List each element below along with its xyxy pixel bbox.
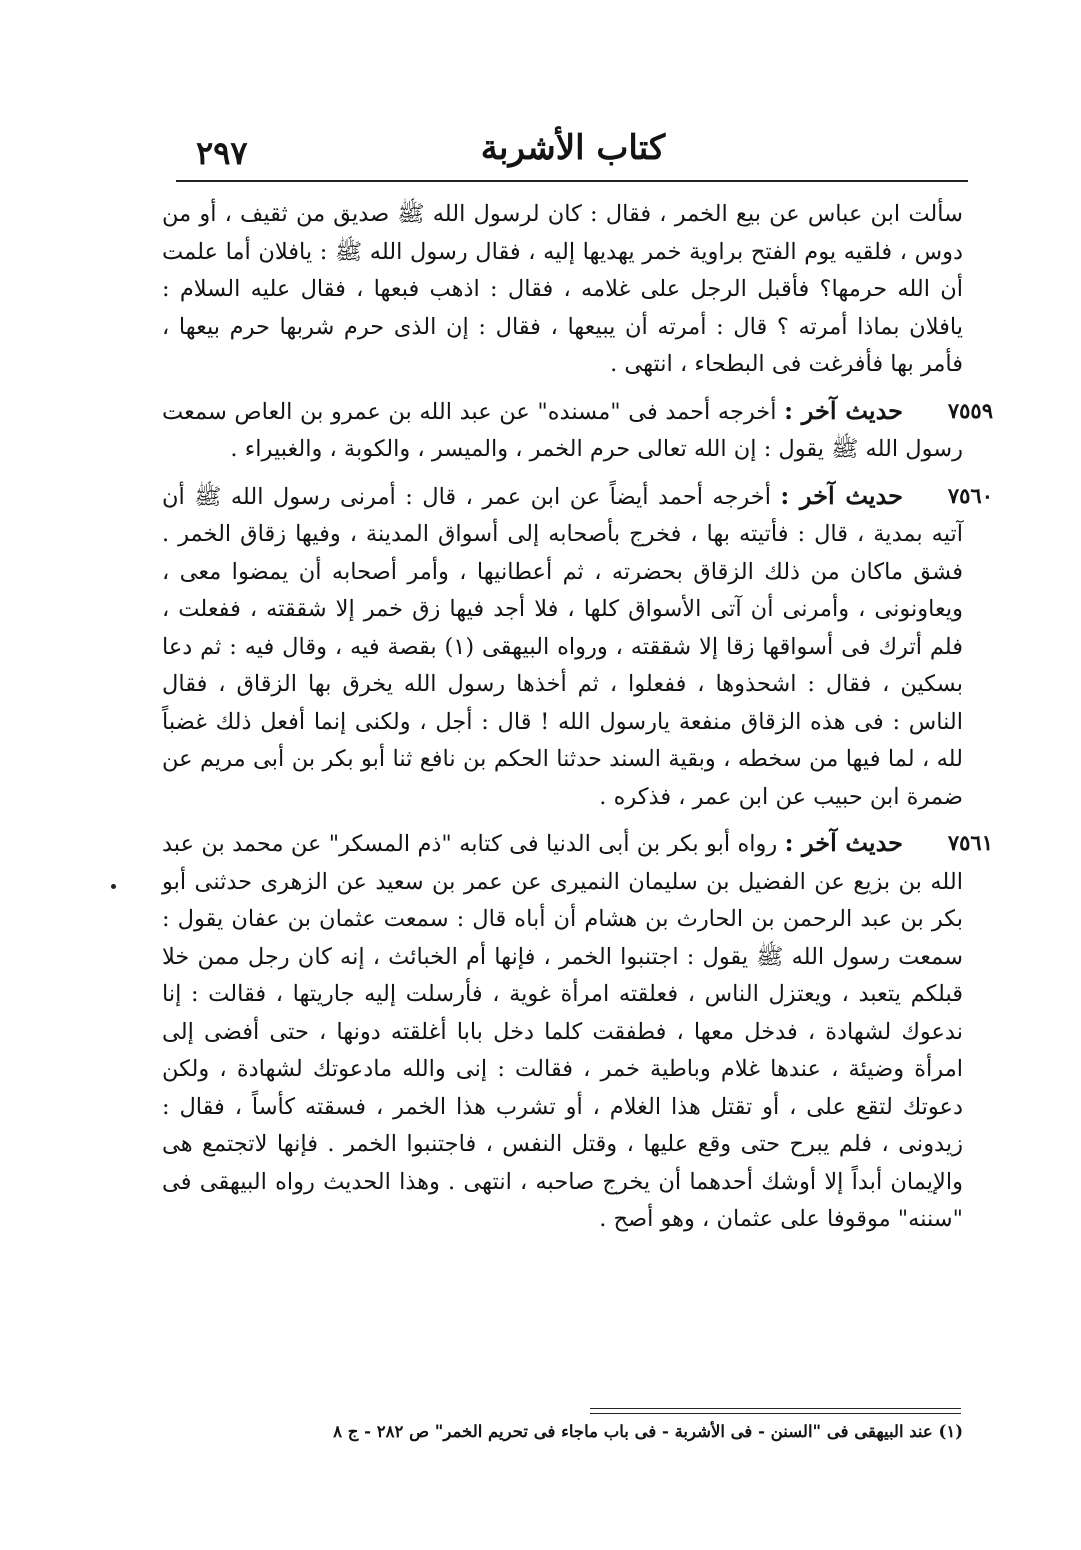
running-title: كتاب الأشربة [480, 128, 666, 168]
body-text [162, 196, 993, 1239]
hadith-lead: حديث آخر : [784, 395, 904, 425]
hadith-paragraph [162, 824, 993, 1239]
hadith-text: أخرجه أحمد أيضاً عن ابن عمر ، قال : أمرنى رسول الله ﷺ أن آتيه بمدية ، قال : فأتيته بها ، فخرج بأصحابه إلى أسواق المدينة ، وفيها زقاق الخمر . فشق ماكان من ذلك الزقاق بحضرته ، ثم أعطانيها ، وأمر أصحابه أن يمضوا معى ، ويعاونونى ، وأمرنى أن آتى الأسواق كلها ، فلا أجد فيها زق خمر إلا شققته ، ففعلت ، فلم أترك فى أسواقها زقا إلا شققته ، ورواه البيهقى (١) بقصة فيه ، وقال فيه : ثم دعا بسكين ، فقال : اشحذوها ، ففعلوا ، ثم أخذها رسول الله يخرق بها الزقاق ، فقال الناس : فى هذه الزقاق منفعة يارسول الله ! قال : أجل ، ولكنى إنما أفعل ذلك غضباً لله ، لما فيها من سخطه ، وبقية السند حدثنا الحكم بن نافع ثنا أبو بكر بن أبى مريم عن ضمرة ابن حبيب عن ابن عمر ، فذكره . [162, 483, 963, 810]
hadith-paragraph [162, 392, 993, 469]
hadith-lead: حديث آخر : [784, 828, 903, 857]
hadith-lead: حديث آخر : [780, 480, 903, 510]
footnote-rule [590, 1408, 961, 1409]
margin-dot [111, 884, 116, 889]
hadith-paragraph [162, 477, 993, 817]
page-number: ٢٩٧ [196, 134, 248, 172]
intro-paragraph: سألت ابن عباس عن بيع الخمر ، فقال : كان لرسول الله ﷺ صديق من ثقيف ، أو من دوس ، فلقيه يوم الفتح براوية خمر يهديها إليه ، فقال رسول الله ﷺ : يافلان أما علمت أن الله حرمها؟ فأقبل الرجل على غلامه ، فقال : اذهب فبعها ، فقال عليه السلام : يافلان بماذا أمرته ؟ قال : أمرته أن يبيعها ، فقال : إن الذى حرم شربها حرم بيعها ، فأمر بها فأفرغت فى البطحاء ، انتهى . [162, 201, 963, 377]
header-rule [176, 180, 968, 182]
footnote: (١) عند البيهقى فى "السنن - فى الأشربة - فى باب ماجاء فى تحريم الخمر" ص ٢٨٢ - ج ٨ [333, 1422, 963, 1441]
hadith-number: ٧٥٦٠ [947, 482, 993, 508]
hadith-number: ٧٥٥٩ [947, 397, 993, 423]
hadith-number: ٧٥٦١ [947, 830, 993, 855]
page-header [180, 128, 966, 174]
footnote-rule [590, 1413, 961, 1414]
hadith-text: رواه أبو بكر بن أبى الدنيا فى كتابه "ذم المسكر" عن محمد بن عبد الله بن بزيع عن الفضيل بن سليمان النميرى عن عمر بن سعيد عن الزهرى حدثنى أبو بكر بن عبد الرحمن بن الحارث بن هشام أن أباه قال : سمعت عثمان بن عفان يقول : سمعت رسول الله ﷺ يقول : اجتنبوا الخمر ، فإنها أم الخبائث ، إنه كان رجل ممن خلا قبلكم يتعبد ، ويعتزل الناس ، فعلقته امرأة غوية ، فأرسلت إليه جاريتها ، فقالت : إنا ندعوك لشهادة ، فدخل معها ، فطفقت كلما دخل بابا أغلقته دونها ، حتى أفضى إلى امرأة وضيئة ، عندها غلام وباطية خمر ، فقالت : إنى والله مادعوتك لشهادة ، ولكن دعوتك لتقع على ، أو تقتل هذا الغلام ، أو تشرب هذا الخمر ، فسقته كأساً ، فقال : زيدونى ، فلم يبرح حتى وقع عليها ، وقتل النفس ، فاجتنبوا الخمر . فإنها لاتجتمع هى والإيمان أبداً إلا أوشك أحدهما أن يخرج صاحبه ، انتهى . وهذا الحديث رواه البيهقى فى "سننه" موقوفا على عثمان ، وهو أصح . [162, 831, 963, 1232]
hadith-text: أخرجه أحمد فى "مسنده" عن عبد الله بن عمرو بن العاص سمعت رسول الله ﷺ يقول : إن الله تعالى حرم الخمر ، والميسر ، والكوبة ، والغبيراء . [162, 398, 963, 462]
